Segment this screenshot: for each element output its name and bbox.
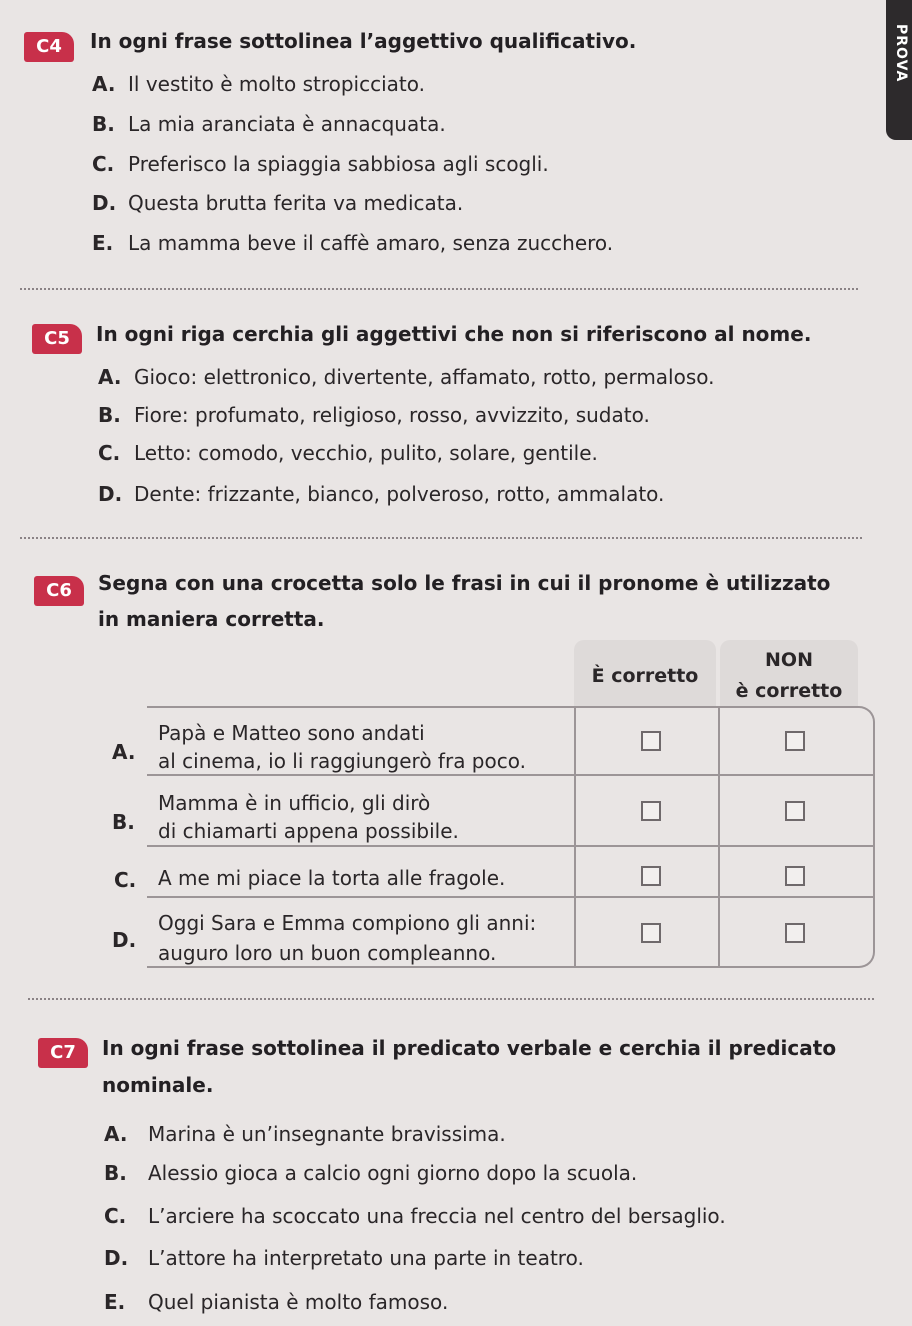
- table-row-text-line2: auguro loro un buon compleanno.: [158, 941, 497, 965]
- item-text: La mamma beve il caffè amaro, senza zucchero.: [128, 231, 614, 255]
- table-col-divider: [718, 706, 720, 968]
- exercise-badge-c7: C7: [38, 1038, 88, 1068]
- item-text: L’arciere ha scoccato una freccia nel centro del bersaglio.: [148, 1204, 726, 1228]
- exercise-badge-c6: C6: [34, 576, 84, 606]
- item-text: Quel pianista è molto famoso.: [148, 1290, 449, 1314]
- table-row-text-line1: Oggi Sara e Emma compiono gli anni:: [158, 911, 537, 935]
- section-divider: [20, 537, 862, 539]
- list-item: [98, 363, 715, 391]
- checkbox-not-correct-b[interactable]: [785, 801, 805, 821]
- item-letter: B.: [92, 112, 115, 136]
- item-letter: A.: [92, 72, 116, 96]
- exercise-badge-c5: C5: [32, 324, 82, 354]
- item-letter: D.: [104, 1246, 129, 1270]
- item-text: Gioco: elettronico, divertente, affamato, rotto, permaloso.: [134, 365, 715, 389]
- item-letter: A.: [98, 365, 122, 389]
- exercise-title-c4: In ogni frase sottolinea l’aggettivo qualificativo.: [90, 29, 637, 53]
- list-item: [104, 1288, 448, 1316]
- item-text: Preferisco la spiaggia sabbiosa agli scogli.: [128, 152, 549, 176]
- item-letter: D.: [92, 191, 117, 215]
- item-text: Fiore: profumato, religioso, rosso, avvizzito, sudato.: [134, 403, 650, 427]
- checkbox-correct-b[interactable]: [641, 801, 661, 821]
- list-item: [104, 1244, 584, 1272]
- item-letter: E.: [104, 1290, 126, 1314]
- side-tab-label: PROVA: [893, 24, 909, 83]
- item-letter: E.: [92, 231, 114, 255]
- list-item: [92, 189, 463, 217]
- list-item: [92, 150, 549, 178]
- item-text: Letto: comodo, vecchio, pulito, solare, gentile.: [134, 441, 598, 465]
- list-item: [92, 70, 425, 98]
- table-row-letter: D.: [112, 928, 137, 952]
- item-letter: B.: [104, 1161, 127, 1185]
- list-item: [98, 401, 650, 429]
- column-header-not-line1: NON: [765, 649, 813, 671]
- checkbox-correct-c[interactable]: [641, 866, 661, 886]
- checkbox-not-correct-a[interactable]: [785, 731, 805, 751]
- table-row-letter: B.: [112, 810, 135, 834]
- checkbox-correct-d[interactable]: [641, 923, 661, 943]
- item-letter: C.: [92, 152, 115, 176]
- checkbox-correct-a[interactable]: [641, 731, 661, 751]
- table-row-text-line1: Papà e Matteo sono andati: [158, 721, 425, 745]
- checkbox-not-correct-d[interactable]: [785, 923, 805, 943]
- item-letter: B.: [98, 403, 121, 427]
- item-text: Dente: frizzante, bianco, polveroso, rotto, ammalato.: [134, 482, 665, 506]
- item-letter: D.: [98, 482, 123, 506]
- list-item: [98, 439, 598, 467]
- item-text: Questa brutta ferita va medicata.: [128, 191, 464, 215]
- exercise-title-c5: In ogni riga cerchia gli aggettivi che non si riferiscono al nome.: [96, 322, 812, 346]
- item-text: La mia aranciata è annacquata.: [128, 112, 446, 136]
- list-item: [104, 1120, 506, 1148]
- item-letter: C.: [104, 1204, 127, 1228]
- exercise-title-c6-line2: in maniera corretta.: [98, 607, 325, 631]
- table-row-text-line1: Mamma è in ufficio, gli dirò: [158, 791, 431, 815]
- item-letter: A.: [104, 1122, 128, 1146]
- section-divider: [20, 288, 858, 290]
- table-col-divider: [574, 706, 576, 968]
- list-item: [98, 480, 664, 508]
- column-header-correct: È corretto: [591, 665, 699, 687]
- exercise-badge-c4: C4: [24, 32, 74, 62]
- list-item: [104, 1159, 637, 1187]
- table-row-divider: [147, 896, 873, 898]
- list-item: [92, 110, 446, 138]
- exercise-title-c6-line1: Segna con una crocetta solo le frasi in cui il pronome è utilizzato: [98, 571, 831, 595]
- side-tab: [886, 0, 912, 140]
- checkbox-not-correct-c[interactable]: [785, 866, 805, 886]
- column-header-not-line2: è corretto: [735, 680, 843, 702]
- table-row-text-line2: di chiamarti appena possibile.: [158, 819, 459, 843]
- exercise-title-c7-line2: nominale.: [102, 1073, 214, 1097]
- item-text: Alessio gioca a calcio ogni giorno dopo la scuola.: [148, 1161, 638, 1185]
- section-divider: [28, 998, 874, 1000]
- list-item: [92, 229, 613, 257]
- item-text: Marina è un’insegnante bravissima.: [148, 1122, 506, 1146]
- list-item: [104, 1202, 726, 1230]
- table-row-letter: C.: [114, 868, 137, 892]
- table-row-text-line2: al cinema, io li raggiungerò fra poco.: [158, 749, 526, 773]
- item-text: L’attore ha interpretato una parte in teatro.: [148, 1246, 584, 1270]
- item-text: Il vestito è molto stropicciato.: [128, 72, 426, 96]
- exercise-title-c7-line1: In ogni frase sottolinea il predicato verbale e cerchia il predicato: [102, 1036, 837, 1060]
- item-letter: C.: [98, 441, 121, 465]
- table-row-letter: A.: [112, 740, 136, 764]
- table-row-text-line1: A me mi piace la torta alle fragole.: [158, 866, 506, 890]
